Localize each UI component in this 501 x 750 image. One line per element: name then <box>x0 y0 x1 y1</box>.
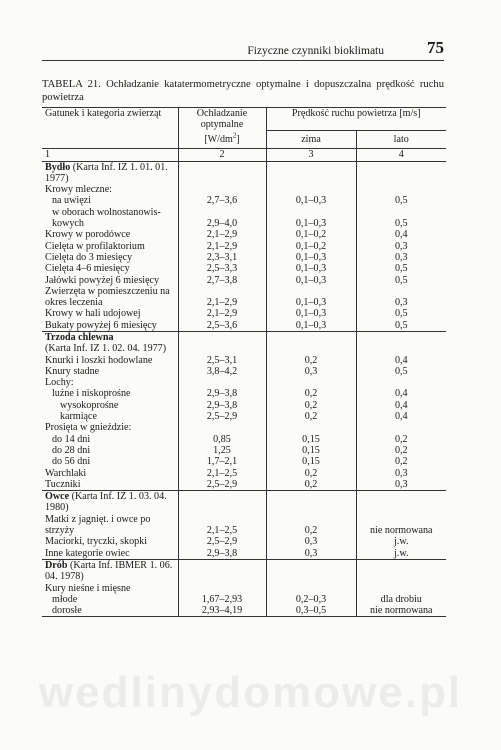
table-row <box>42 377 446 388</box>
row-summer: 0,3 <box>394 478 408 490</box>
table-row <box>42 445 446 456</box>
row-summer: 0,5 <box>394 195 408 207</box>
header-species-text: Gatunek i kategoria zwierząt <box>45 108 162 119</box>
section-empty-cell <box>266 559 356 582</box>
row-label: Prosięta w gnieździe: <box>42 422 178 433</box>
row-cooling: 2,3–3,1 <box>178 252 266 263</box>
row-winter: 0,1–0,2 <box>266 229 356 240</box>
row-winter: 0,15 <box>266 445 356 456</box>
row-cooling: 2,1–2,9 <box>178 241 266 252</box>
row-label: do 28 dni <box>42 445 178 456</box>
unit-sup: 2 <box>232 131 237 140</box>
section-ref: (Karta Inf. IZ 1. 01. 01. 1977) <box>45 161 168 184</box>
section-title-cell <box>42 491 178 514</box>
section-title: Owce <box>45 491 70 503</box>
row-summer: 0,5 <box>394 319 408 331</box>
page-number: 75 <box>427 38 444 57</box>
row-summer: 0,3 <box>394 297 408 309</box>
row-label: Krowy w porodówce <box>42 229 178 240</box>
row-cooling: 2,93–4,19 <box>178 605 266 617</box>
table-row <box>42 400 446 411</box>
section-empty-cell <box>178 161 266 184</box>
row-summer: 0,3 <box>394 251 408 263</box>
row-cooling: 2,1–2,5 <box>178 514 266 537</box>
table-row <box>42 411 446 422</box>
row-summer: 0,4 <box>394 388 408 400</box>
row-summer: 0,4 <box>394 411 408 423</box>
table-row <box>42 514 446 537</box>
header-summer <box>356 130 446 148</box>
table-row <box>42 594 446 605</box>
row-winter: 0,2 <box>266 468 356 479</box>
row-label: w oborach wolnostanowis-kowych <box>42 207 178 230</box>
header-winter-text: zima <box>301 133 321 145</box>
section-ref: (Karta Inf. IZ 1. 02. 04. 1977) <box>45 343 167 355</box>
row-label: na uwięzi <box>42 195 178 206</box>
header-species <box>42 108 178 149</box>
row-summer: 0,5 <box>394 263 408 275</box>
table-row <box>42 536 446 547</box>
section-ref: (Karta Inf. IZ 1. 03. 04. 1980) <box>45 491 167 514</box>
row-summer: 0,3 <box>394 467 408 479</box>
header-row-1 <box>42 108 446 131</box>
section-empty-cell <box>178 491 266 514</box>
table-row <box>42 252 446 263</box>
table-row <box>42 229 446 240</box>
row-winter: 0,1–0,3 <box>266 308 356 319</box>
row-winter: 0,2 <box>266 411 356 422</box>
row-cooling: 3,8–4,2 <box>178 366 266 377</box>
row-winter: 0,1–0,3 <box>266 263 356 274</box>
row-summer: 0,4 <box>394 354 408 366</box>
table-row <box>42 195 446 206</box>
row-summer <box>356 377 446 388</box>
table-row <box>42 479 446 491</box>
row-cooling <box>178 583 266 594</box>
row-label: Lochy: <box>42 377 178 388</box>
section-empty-cell <box>356 332 446 355</box>
row-summer <box>356 422 446 433</box>
row-cooling: 2,9–3,8 <box>178 548 266 560</box>
row-winter: 0,1–0,3 <box>266 207 356 230</box>
running-title: Fizyczne czynniki bioklimatu <box>247 45 384 57</box>
section-empty-cell <box>356 559 446 582</box>
row-label: Kury nieśne i mięsne <box>42 583 178 594</box>
row-winter: 0,2 <box>266 514 356 537</box>
row-cooling: 0,85 <box>178 434 266 445</box>
section-empty-cell <box>266 491 356 514</box>
row-summer: nie normowana <box>356 605 446 617</box>
row-label: Cielęta 4–6 miesięcy <box>42 263 178 274</box>
row-winter: 0,2 <box>266 400 356 411</box>
section-header-row <box>42 491 446 514</box>
row-label: Inne kategorie owiec <box>42 548 178 560</box>
row-label: Cielęta w profilaktorium <box>42 241 178 252</box>
row-cooling: 2,9–3,8 <box>178 388 266 399</box>
table-row <box>42 184 446 195</box>
section-title-cell <box>42 332 178 355</box>
row-summer: 0,2 <box>394 444 408 456</box>
table-row <box>42 366 446 377</box>
table-row <box>42 241 446 252</box>
row-cooling: 2,7–3,8 <box>178 275 266 286</box>
running-head <box>42 36 444 61</box>
section-ref: (Karta Inf. IBMER 1. 06. 04. 1978) <box>45 559 173 583</box>
section-title: Trzoda chlewna <box>45 332 114 343</box>
row-winter: 0,15 <box>266 434 356 445</box>
section-empty-cell <box>178 559 266 582</box>
row-cooling: 2,5–3,3 <box>178 263 266 274</box>
row-label: do 14 dni <box>42 434 178 445</box>
table-row <box>42 605 446 617</box>
table-row <box>42 422 446 433</box>
table-row <box>42 263 446 274</box>
row-summer: 0,5 <box>394 308 408 320</box>
row-cooling: 1,67–2,93 <box>178 594 266 605</box>
row-cooling <box>178 377 266 388</box>
row-winter <box>266 377 356 388</box>
table-row <box>42 320 446 332</box>
row-label: Maciorki, tryczki, skopki <box>42 536 178 547</box>
section-empty-cell <box>356 491 446 514</box>
table-row <box>42 456 446 467</box>
row-winter: 0,1–0,3 <box>266 275 356 286</box>
table-row <box>42 286 446 309</box>
row-label: Krowy mleczne: <box>42 184 178 195</box>
row-label: wysokoprośne <box>42 400 178 411</box>
row-cooling: 2,5–2,9 <box>178 479 266 491</box>
colnum-1: 1 <box>42 149 178 161</box>
colnum-2: 2 <box>178 149 266 161</box>
table-caption: TABELA 21. Ochładzanie katatermometryczne optymalne i dopuszczalna prędkość ruchu powietrza <box>42 79 444 103</box>
row-cooling: 2,7–3,6 <box>178 195 266 206</box>
row-label: Matki z jagnięt. i owce po strzyży <box>42 514 178 537</box>
row-label: dorosłe <box>42 605 178 617</box>
row-winter: 0,15 <box>266 456 356 467</box>
row-winter: 0,1–0,2 <box>266 241 356 252</box>
section-title-cell <box>42 559 178 582</box>
row-winter: 0,2 <box>266 355 356 366</box>
header-summer-text: lato <box>393 133 409 145</box>
row-cooling: 2,1–2,9 <box>178 286 266 309</box>
row-summer <box>356 583 446 594</box>
row-winter: 0,3–0,5 <box>266 605 356 617</box>
row-cooling: 1,7–2,1 <box>178 456 266 467</box>
section-empty-cell <box>356 161 446 184</box>
row-summer: 0,2 <box>394 433 408 445</box>
colnum-4: 4 <box>356 149 446 161</box>
row-summer: j.w. <box>394 547 409 559</box>
table-row <box>42 548 446 560</box>
row-summer: 0,5 <box>394 274 408 286</box>
row-summer: dla drobiu <box>380 593 422 605</box>
row-winter: 0,1–0,3 <box>266 286 356 309</box>
row-winter: 0,3 <box>266 536 356 547</box>
watermark: wedlinydomowe.pl <box>38 668 463 717</box>
row-winter: 0,3 <box>266 548 356 560</box>
column-number-row <box>42 149 446 161</box>
row-label: Warchlaki <box>42 468 178 479</box>
row-winter: 0,3 <box>266 366 356 377</box>
header-cooling-line1: Ochładzanie <box>196 108 248 119</box>
row-label: karmiące <box>42 411 178 422</box>
row-label: Knury stadne <box>42 366 178 377</box>
header-cooling <box>178 108 266 149</box>
table-row <box>42 355 446 366</box>
row-summer: 0,4 <box>394 399 408 411</box>
row-winter: 0,2–0,3 <box>266 594 356 605</box>
section-title-cell <box>42 161 178 184</box>
row-label: Jałówki powyżej 6 miesięcy <box>42 275 178 286</box>
row-summer: 0,5 <box>394 365 408 377</box>
row-summer: j.w. <box>394 536 409 548</box>
section-empty-cell <box>178 332 266 355</box>
table-row <box>42 434 446 445</box>
table-row <box>42 275 446 286</box>
row-cooling: 1,25 <box>178 445 266 456</box>
row-summer: 0,2 <box>394 456 408 468</box>
header-cooling-unit <box>204 131 240 145</box>
row-cooling: 2,1–2,9 <box>178 308 266 319</box>
row-label: Zwierzęta w pomieszczeniu na okres leczenia <box>42 286 178 309</box>
row-winter <box>266 184 356 195</box>
row-label: Knurki i loszki hodowlane <box>42 355 178 366</box>
row-label: luźne i niskoprośne <box>42 388 178 399</box>
row-cooling: 2,5–3,6 <box>178 320 266 332</box>
row-cooling: 2,9–3,8 <box>178 400 266 411</box>
colnum-3: 3 <box>266 149 356 161</box>
data-table <box>42 107 446 617</box>
section-empty-cell <box>266 161 356 184</box>
row-summer: 0,5 <box>394 218 408 230</box>
row-summer: 0,3 <box>394 240 408 252</box>
header-speed-text: Prędkość ruchu powietrza [m/s] <box>291 108 421 119</box>
row-winter: 0,1–0,3 <box>266 320 356 332</box>
row-summer: 0,4 <box>394 229 408 241</box>
row-cooling <box>178 422 266 433</box>
section-empty-cell <box>266 332 356 355</box>
table-row <box>42 468 446 479</box>
section-header-row <box>42 332 446 355</box>
row-label: do 56 dni <box>42 456 178 467</box>
row-label: Krowy w hali udojowej <box>42 308 178 319</box>
row-summer <box>356 184 446 195</box>
row-cooling: 2,1–2,5 <box>178 468 266 479</box>
row-winter <box>266 422 356 433</box>
row-winter: 0,1–0,3 <box>266 252 356 263</box>
row-cooling: 2,9–4,0 <box>178 207 266 230</box>
row-cooling: 2,5–3,1 <box>178 355 266 366</box>
header-winter <box>266 130 356 148</box>
unit-close: ] <box>236 133 240 145</box>
row-summer: nie normowana <box>369 525 433 537</box>
header-cooling-line2: optymalne <box>200 119 244 131</box>
row-winter: 0,2 <box>266 388 356 399</box>
row-cooling: 2,5–2,9 <box>178 411 266 422</box>
row-label: Tuczniki <box>42 479 178 491</box>
row-winter: 0,2 <box>266 479 356 491</box>
table-row <box>42 207 446 230</box>
row-label: młode <box>42 594 178 605</box>
section-header-row <box>42 161 446 184</box>
table-row <box>42 583 446 594</box>
table-body <box>42 108 446 617</box>
row-label: Bukaty powyżej 6 miesięcy <box>42 320 178 332</box>
section-header-row <box>42 559 446 582</box>
unit-text: [W/dm <box>204 133 233 145</box>
section-title: Drób <box>45 559 68 571</box>
row-cooling: 2,1–2,9 <box>178 229 266 240</box>
row-cooling: 2,5–2,9 <box>178 536 266 547</box>
row-winter <box>266 583 356 594</box>
table-row <box>42 308 446 319</box>
row-label: Cielęta do 3 miesięcy <box>42 252 178 263</box>
table-row <box>42 388 446 399</box>
header-speed-group <box>266 108 446 131</box>
row-winter: 0,1–0,3 <box>266 195 356 206</box>
section-title: Bydło <box>45 161 71 173</box>
row-cooling <box>178 184 266 195</box>
